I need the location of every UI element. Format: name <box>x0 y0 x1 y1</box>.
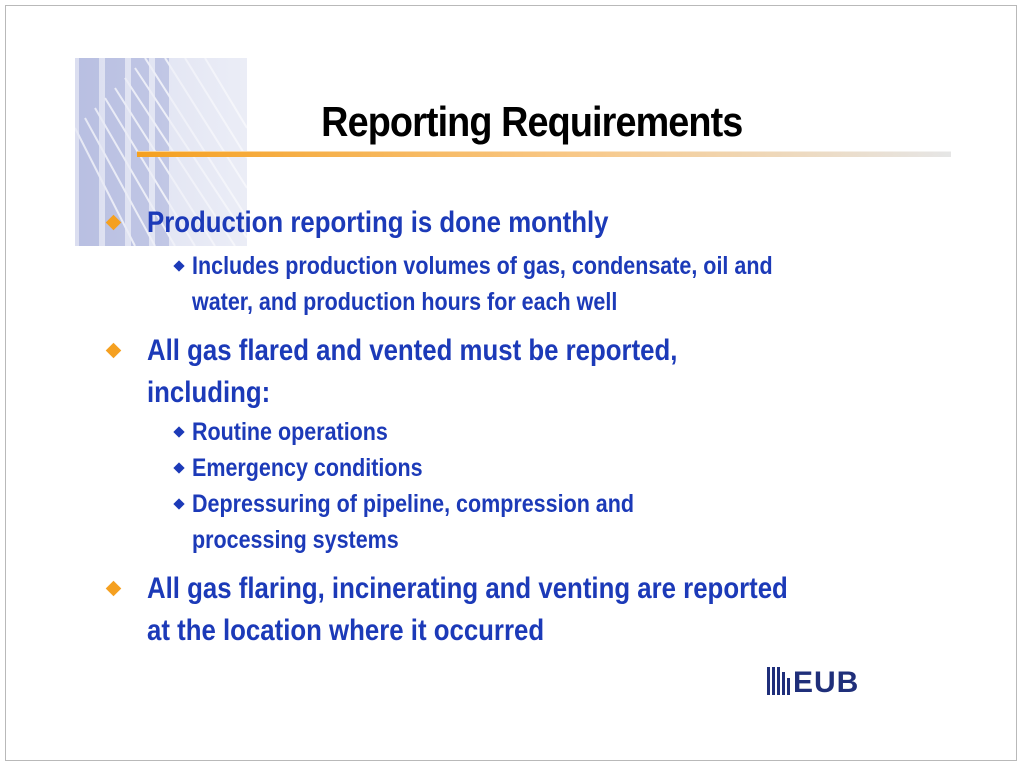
sub-bullet-item <box>100 248 900 320</box>
orange-diamond-icon <box>106 581 122 597</box>
bullet-item <box>100 330 900 414</box>
blue-diamond-icon <box>173 426 184 437</box>
sub-bullet-text: Includes production volumes of gas, condensate, oil and water, and production hours for each well <box>192 252 773 316</box>
slide-title: Reporting Requirements <box>321 98 743 145</box>
bullet-text: All gas flared and vented must be reported, including: <box>147 334 678 409</box>
sub-bullet-item <box>100 414 900 450</box>
orange-diamond-icon <box>106 343 122 359</box>
blue-diamond-icon <box>173 260 184 271</box>
bullet-item <box>100 568 900 652</box>
logo-text: EUB <box>793 666 860 698</box>
orange-diamond-icon <box>106 215 122 231</box>
bullet-item <box>100 202 900 244</box>
blue-diamond-icon <box>173 498 184 509</box>
bullet-text: Production reporting is done monthly <box>147 206 609 239</box>
bullet-list <box>100 202 900 660</box>
sub-bullet-item <box>100 486 900 558</box>
title-underline <box>137 151 951 157</box>
bullet-text: All gas flaring, incinerating and venting are reported at the location where it occurred <box>147 572 788 647</box>
blue-diamond-icon <box>173 462 184 473</box>
sub-bullet-text: Depressuring of pipeline, compression and processing systems <box>192 490 635 554</box>
sub-bullet-text: Routine operations <box>192 418 388 446</box>
sub-bullet-item <box>100 450 900 486</box>
eub-logo-icon <box>767 664 913 698</box>
sub-bullet-text: Emergency conditions <box>192 454 423 482</box>
